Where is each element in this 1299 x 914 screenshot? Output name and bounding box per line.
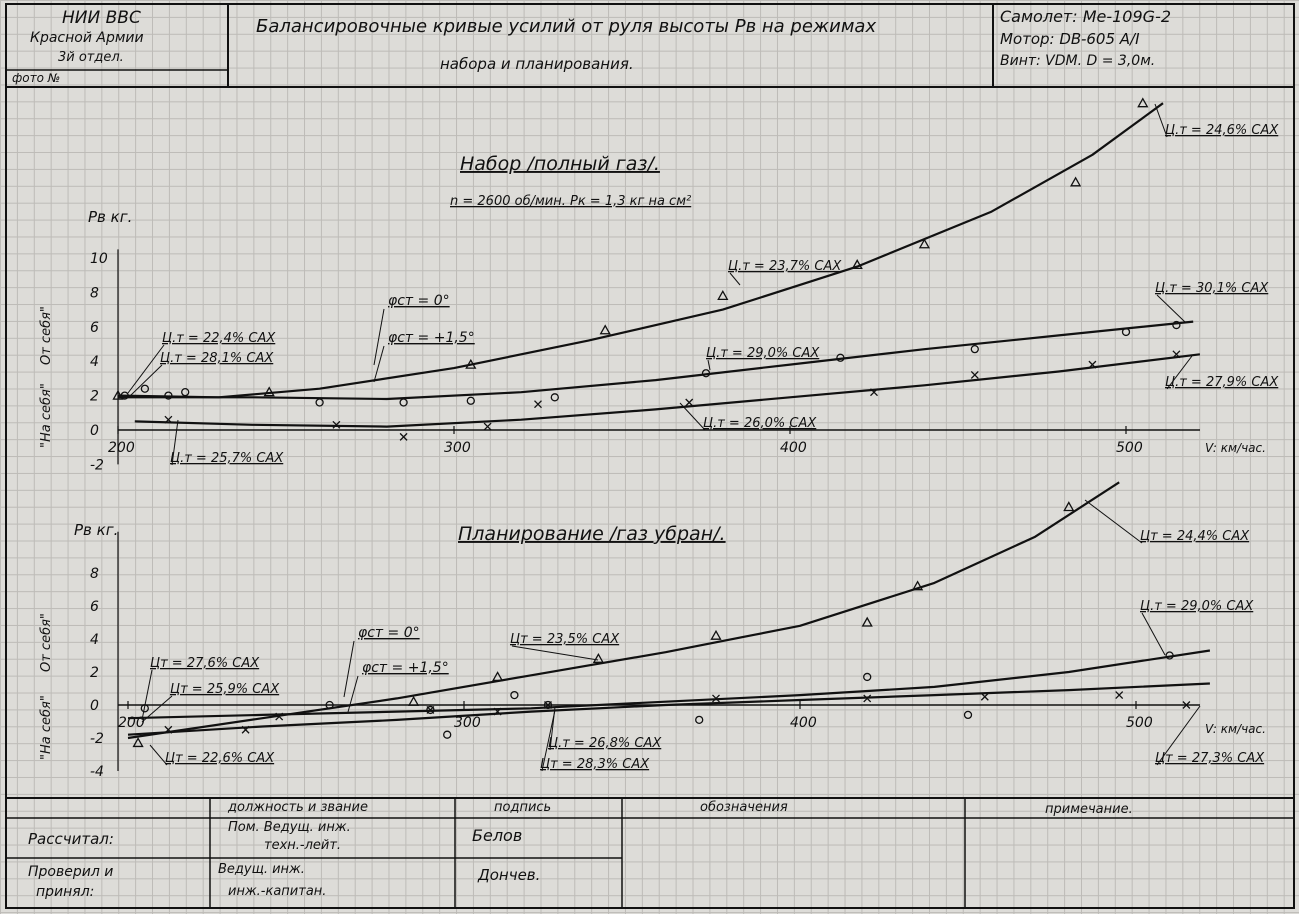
data-point-triangle [863,618,872,626]
series-label: Ц.т = 27,9% САХ [1165,375,1279,390]
series-curve [128,482,1119,738]
data-point-circle [696,716,703,723]
y-tick-label: 0 [90,698,99,714]
series-label: Цт = 22,6% САХ [165,751,275,766]
stabilizer-angle-label: φст = +1,5° [388,330,475,346]
y-tick-label: 4 [90,354,99,371]
y-tick-label: -2 [90,457,104,474]
series-leader-line [512,646,598,660]
y-tick-label: 2 [90,388,99,405]
series-label: Ц.т = 29,0% САХ [1140,599,1254,614]
series-label: Цт = 24,4% САХ [1140,529,1250,544]
stabilizer-angle-label: φст = 0° [388,293,450,309]
org-line1: НИИ ВВС [62,8,141,28]
y-tick-label: -4 [90,764,104,780]
data-point-triangle [1064,503,1073,511]
y-tick-label: 8 [90,285,99,302]
push-direction-label: От себя" [39,306,54,365]
footer-row2-position-a: Ведущ. инж. [218,862,305,877]
footer-row2-label-b: принял: [36,884,95,900]
data-point-circle [511,692,518,699]
stabilizer-angle-label: φст = +1,5° [362,660,449,676]
y-tick-label: 6 [90,319,99,336]
org-line2: Красной Армии [30,30,144,46]
x-tick-label: 300 [454,715,481,731]
footer-col-notes: примечание. [1045,802,1133,817]
push-direction-label: От себя" [39,613,54,672]
series-leader-line [1085,500,1142,543]
series-label: Ц.т = 29,0% САХ [706,346,820,361]
x-tick-label: 500 [1126,715,1153,731]
data-point-circle [444,731,451,738]
aircraft-label: Самолет: Me-109G-2 [1000,7,1172,26]
y-axis-label: Pв кг. [88,208,133,226]
series-label: Цт = 23,5% САХ [510,632,620,647]
y-tick-label: -2 [90,731,104,747]
series-leader-line [142,670,152,720]
series-label: Ц.т = 26,8% САХ [548,736,662,751]
sheet-title-line1: Балансировочные кривые усилий от руля высоты Pв на режимах [256,16,877,37]
pull-direction-label: "На себя" [39,383,54,448]
series-label: Ц.т = 28,1% САХ [160,351,274,366]
photo-label: фото № [12,71,61,85]
footer-row1-label: Рассчитал: [28,830,114,848]
footer-row2-signature: Дончев. [478,866,541,884]
x-tick-label: 400 [780,440,807,456]
org-line3: 3й отдел. [58,50,124,65]
series-label: Ц.т = 25,7% САХ [170,451,284,466]
data-point-circle [864,673,871,680]
series-label: Ц.т = 23,7% САХ [728,259,842,274]
x-tick-label: 400 [790,715,817,731]
series-curve [128,684,1210,735]
chart-subtitle: n = 2600 об/мин. Pк = 1,3 кг на см² [450,194,692,209]
footer-row1-signature: Белов [472,826,523,845]
y-axis-label: Pв кг. [74,521,119,539]
stabilizer-angle-label: φст = 0° [358,625,420,641]
series-label: Ц.т = 24,6% САХ [1165,123,1279,138]
data-point-triangle [712,631,721,639]
x-axis-label: V: км/час. [1205,722,1266,736]
data-point-triangle [493,672,502,680]
series-label: Ц.т = 26,0% САХ [703,416,817,431]
stabilizer-leader-line [348,676,358,712]
data-point-triangle [409,697,418,705]
series-label: Ц.т = 30,1% САХ [1155,281,1269,296]
footer-row2-position-b: инж.-капитан. [228,884,327,899]
x-tick-label: 200 [108,440,135,456]
pull-direction-label: "На себя" [39,695,54,760]
series-label: Ц.т = 22,4% САХ [162,331,276,346]
y-tick-label: 0 [90,423,99,439]
y-tick-label: 6 [90,599,99,615]
footer-row1-position-a: Пом. Ведущ. инж. [228,820,351,835]
y-tick-label: 10 [90,251,108,267]
series-label: Цт = 27,3% САХ [1155,751,1265,766]
x-tick-label: 200 [118,715,145,731]
x-axis-label: V: км/час. [1205,441,1266,455]
series-label: Цт = 28,3% САХ [540,757,650,772]
series-label: Цт = 25,9% САХ [170,682,280,697]
data-point-triangle [594,654,603,662]
propeller-label: Винт: VDM. D = 3,0м. [1000,53,1156,69]
footer-row2-label-a: Проверил и [28,864,114,880]
stabilizer-leader-line [344,641,354,697]
x-tick-label: 500 [1116,440,1143,456]
engine-label: Мотор: DB-605 A/I [1000,30,1140,48]
data-point-cross [1116,692,1123,699]
sheet-title-line2: набора и планирования. [440,55,634,73]
footer-col-position: должность и звание [228,800,368,815]
y-tick-label: 2 [90,665,99,681]
x-tick-label: 300 [444,440,471,456]
footer-row1-position-b: техн.-лейт. [264,838,342,853]
footer-col-designations: обозначения [700,800,788,815]
series-label: Цт = 27,6% САХ [150,656,260,671]
data-point-circle [965,711,972,718]
y-tick-label: 8 [90,566,99,582]
footer-col-signature: подпись [494,800,552,815]
chart-title: Планирование /газ убран/. [458,523,726,545]
data-point-triangle [134,738,143,746]
chart-title: Набор /полный газ/. [460,153,660,175]
series-leader-line [1142,613,1165,655]
y-tick-label: 4 [90,632,99,648]
series-curve [128,651,1210,719]
